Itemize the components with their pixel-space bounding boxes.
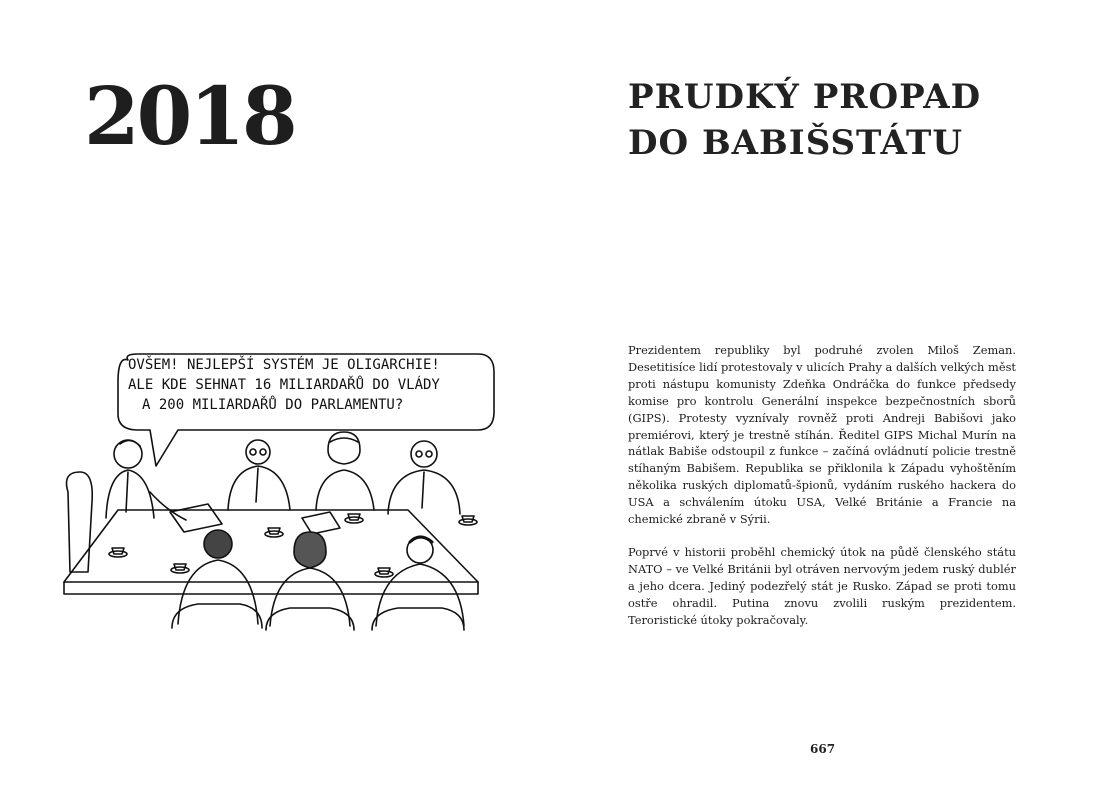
year-heading: 2018 (84, 69, 295, 163)
person-head (204, 530, 232, 558)
table-shape (64, 510, 478, 582)
paragraph-1: Prezidentem republiky byl podruhé zvolen Miloš Zeman. Desetitisíce lidí protestovaly v ulicích Prahy a dalších velkých měst proti nástupu komunisty Zdeňka Ondráčka do funkce předsedy komise pro kontrolu Generální inspekce bezpečnostních sborů (GIPS). Protesty vyznívaly rovněž proti Andreji Babišovi jako premiérovi, který je trestně stíhán. Ředitel GIPS Michal Murín na nátlak Babiše odstoupil z funkce – začíná ovládnutí policie trestně stíhaným Babišem. Republika se přiklonila k Západu vyhoštěním několika ruských diplomatů-špionů, vydáním ruského hackera do USA a schválením útoku USA, Velké Británie a Francie na chemické zbraně v Sýrii. (628, 343, 1016, 527)
body-text (628, 342, 1016, 645)
person-body (178, 560, 258, 624)
speech-bubble-text (128, 355, 488, 415)
speech-line-3: A 200 MILIARDAŘŮ DO PARLAMENTU? (142, 397, 404, 413)
person-body (270, 568, 350, 626)
person-head (328, 432, 360, 464)
paragraph-2: Poprvé v historii proběhl chemický útok na půdě členského státu NATO – ve Velké Británii byl otráven nervovým jedem ruský dublér a jeho dcera. Jediný podezřelý stát je Rusko. Západ se proti tomu ostře ohradil. Putina znovu zvolili ruským prezidentem. Teroristické útoky pokračovaly. (628, 544, 1016, 627)
speech-line-2: ALE KDE SEHNAT 16 MILIARDAŘŮ DO VLÁDY (128, 377, 440, 393)
chapter-title-line-2: DO BABIŠSTÁTU (628, 123, 963, 163)
person-head (294, 532, 326, 568)
chapter-title (628, 74, 981, 166)
person-body (376, 564, 464, 626)
person-head (411, 441, 437, 467)
person-body (316, 470, 374, 510)
paper-sheet (302, 512, 340, 534)
page-number: 667 (810, 742, 836, 756)
person-body (228, 466, 290, 510)
chapter-title-line-1: PRUDKÝ PROPAD (628, 77, 982, 117)
paper-sheet (170, 504, 222, 532)
speech-line-1: OVŠEM! NEJLEPŠÍ SYSTÉM JE OLIGARCHIE! (128, 357, 440, 373)
chair (67, 472, 93, 572)
